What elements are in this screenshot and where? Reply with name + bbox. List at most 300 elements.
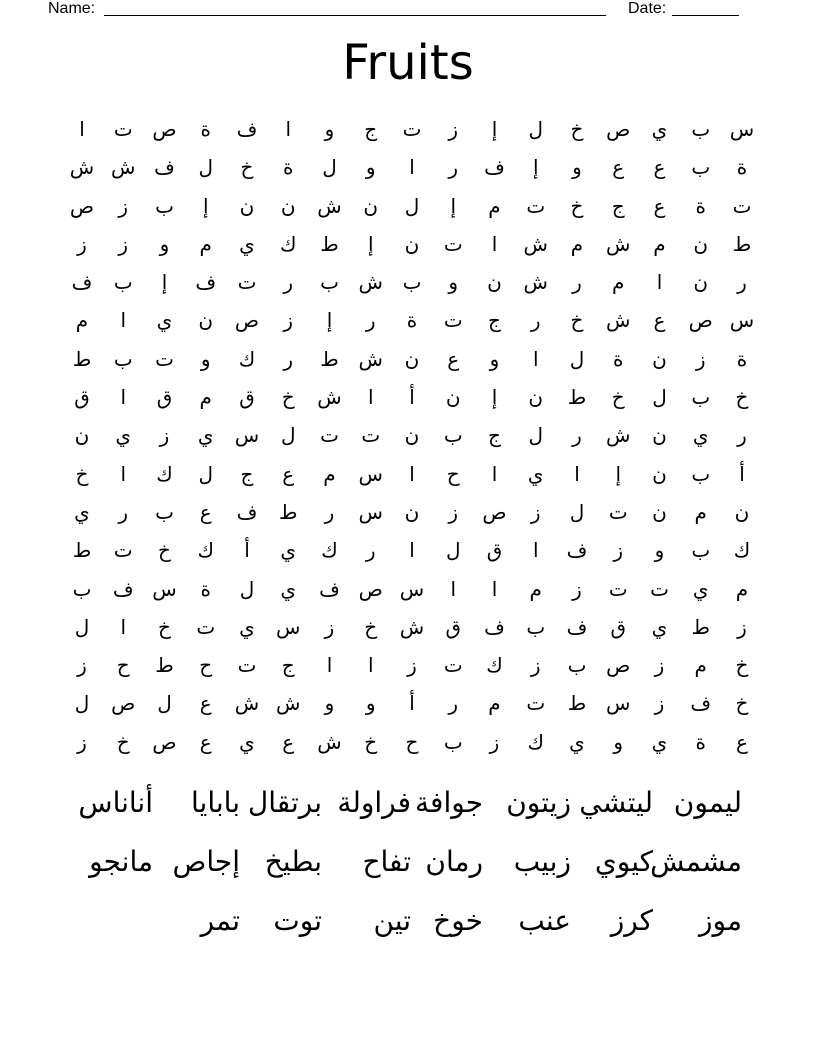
grid-row <box>77 646 749 684</box>
grid-letter: ص <box>234 308 260 333</box>
grid-letter: خ <box>570 308 584 333</box>
word-item: بابايا <box>191 786 240 819</box>
grid-letter: ز <box>695 346 706 371</box>
grid-letter: و <box>324 691 335 716</box>
grid-letter: أ <box>409 691 415 716</box>
grid-letter: ز <box>613 538 624 563</box>
grid-letter: ت <box>443 653 463 678</box>
page-title: Fruits <box>342 35 474 91</box>
grid-letter: ا <box>285 117 292 141</box>
grid-letter: ا <box>409 461 415 486</box>
grid-letter: ب <box>691 538 711 563</box>
grid-letter: س <box>234 423 260 448</box>
grid-letter: م <box>694 653 707 678</box>
grid-letter: خ <box>735 385 749 410</box>
grid-letter: ب <box>402 270 422 295</box>
grid-letter: م <box>488 193 501 218</box>
grid-letter: و <box>159 231 170 256</box>
grid-letter: إ <box>202 193 209 218</box>
grid-letter: ز <box>572 576 582 601</box>
grid-letter: م <box>570 231 584 256</box>
grid-letter: خ <box>281 385 295 410</box>
grid-letter: ش <box>399 614 425 639</box>
grid-letter: ت <box>237 653 257 678</box>
grid-letter: ع <box>612 155 625 180</box>
grid-letter: ر <box>448 155 459 180</box>
grid-letter: ز <box>407 653 417 678</box>
grid-letter: و <box>324 117 335 141</box>
grid-letter: ع <box>282 461 295 486</box>
grid-letter: ش <box>358 270 383 295</box>
grid-letter: م <box>612 270 625 295</box>
grid-row <box>74 608 747 646</box>
grid-letter: ر <box>283 270 294 295</box>
grid-letter: ا <box>656 270 663 295</box>
grid-letter: ط <box>567 385 587 410</box>
grid-letter: ص <box>482 499 507 524</box>
grid-row <box>72 531 751 569</box>
grid-letter: ت <box>732 193 752 218</box>
grid-letter: ف <box>566 614 588 639</box>
grid-letter: ب <box>443 729 463 754</box>
grid-letter: ا <box>120 461 127 486</box>
grid-letter: ة <box>406 308 418 333</box>
grid-letter: ل <box>569 346 585 371</box>
grid-letter: ل <box>652 385 667 410</box>
grid-letter: ش <box>111 155 136 180</box>
grid-letter: ف <box>484 155 505 180</box>
grid-letter: ة <box>695 193 706 218</box>
grid-letter: ة <box>283 155 294 180</box>
word-item: إجاص <box>172 845 240 878</box>
grid-letter: ن <box>487 270 502 295</box>
grid-letter: إ <box>326 308 333 333</box>
grid-letter: ب <box>526 614 546 639</box>
word-item: عنب <box>518 904 571 937</box>
grid-letter: ط <box>72 346 92 371</box>
word-item: ليمون <box>673 786 742 819</box>
grid-letter: ن <box>74 423 90 448</box>
grid-letter: ي <box>115 423 132 448</box>
grid-row <box>74 378 749 416</box>
grid-letter: ع <box>199 729 212 754</box>
grid-letter: ز <box>118 193 129 218</box>
grid-row <box>71 263 747 301</box>
grid-letter: ة <box>736 155 748 180</box>
name-label: Name: <box>48 0 96 17</box>
grid-letter: ي <box>239 729 255 754</box>
grid-row <box>77 225 752 263</box>
grid-letter: ن <box>693 270 709 295</box>
grid-letter: ش <box>606 231 631 256</box>
grid-letter: ش <box>317 729 342 754</box>
grid-letter: ع <box>653 155 666 180</box>
grid-letter: ش <box>606 308 631 333</box>
grid-letter: ح <box>199 653 213 678</box>
grid-letter: ت <box>320 423 339 448</box>
grid-letter: ق <box>239 385 255 410</box>
grid-letter: ا <box>367 385 374 410</box>
grid-letter: ا <box>532 346 539 371</box>
grid-letter: س <box>729 308 755 333</box>
grid-letter: ن <box>445 385 461 410</box>
grid-row <box>79 110 755 148</box>
grid-letter: ت <box>155 346 174 371</box>
word-item: توت <box>273 904 322 937</box>
grid-letter: ز <box>324 614 335 639</box>
grid-letter: ل <box>404 193 420 218</box>
grid-letter: م <box>653 231 666 256</box>
word-item: زيتون <box>506 786 571 819</box>
grid-letter: ف <box>236 117 258 141</box>
word-row <box>40 839 770 898</box>
grid-letter: ب <box>320 270 339 295</box>
grid-letter: ي <box>651 117 668 141</box>
grid-letter: ن <box>734 499 750 524</box>
grid-letter: ص <box>358 576 383 601</box>
grid-letter: س <box>276 614 301 639</box>
grid-letter: ش <box>317 385 342 410</box>
grid-row <box>75 301 755 339</box>
word-item: أناناس <box>78 786 153 819</box>
grid-letter: ع <box>653 308 666 333</box>
word-item: بطيخ <box>264 845 322 878</box>
grid-letter: ل <box>569 499 585 524</box>
word-item: كيوي <box>594 845 653 878</box>
grid-letter: ا <box>532 538 539 563</box>
grid-letter: ش <box>276 691 301 716</box>
grid-letter: ي <box>239 231 255 256</box>
grid-letter: و <box>200 346 211 371</box>
word-item: رمان <box>425 845 483 878</box>
grid-letter: ج <box>488 423 501 448</box>
grid-letter: ش <box>523 231 548 256</box>
grid-letter: ز <box>283 308 294 333</box>
name-field[interactable] <box>104 15 606 16</box>
word-item: تفاح <box>362 845 411 878</box>
grid-letter: ا <box>574 461 580 486</box>
grid-letter: ج <box>488 308 501 333</box>
grid-letter: خ <box>364 614 378 639</box>
grid-letter: خ <box>116 729 130 754</box>
grid-letter: ي <box>527 461 544 486</box>
grid-letter: ش <box>606 423 631 448</box>
grid-letter: ر <box>365 538 376 563</box>
word-item: خوخ <box>433 904 483 937</box>
grid-letter: ط <box>732 231 752 256</box>
grid-letter: ع <box>653 193 666 218</box>
grid-letter: ت <box>361 423 381 448</box>
grid-letter: و <box>572 155 582 180</box>
grid-letter: ح <box>116 653 130 678</box>
grid-letter: ل <box>445 538 461 563</box>
grid-letter: م <box>75 308 89 333</box>
grid-letter: ر <box>737 270 747 295</box>
grid-row <box>75 455 745 493</box>
grid-letter: ة <box>736 346 748 371</box>
word-item: مانجو <box>89 845 153 878</box>
grid-letter: ي <box>692 576 709 601</box>
grid-letter: ز <box>489 729 500 754</box>
grid-letter: ط <box>691 614 710 639</box>
grid-letter: ر <box>448 691 459 716</box>
grid-letter: ي <box>569 729 585 754</box>
grid-letter: و <box>489 346 500 371</box>
grid-letter: إ <box>532 155 539 180</box>
grid-letter: ا <box>450 576 457 601</box>
grid-letter: ا <box>491 231 498 256</box>
grid-letter: ع <box>282 729 295 754</box>
grid-letter: ز <box>77 729 87 754</box>
grid-letter: ت <box>113 538 133 563</box>
grid-letter: ت <box>650 576 669 601</box>
grid-letter: ط <box>155 653 174 678</box>
grid-letter: ك <box>197 538 214 563</box>
date-field[interactable] <box>672 15 739 16</box>
grid-letter: ل <box>198 155 214 180</box>
grid-row <box>74 684 749 722</box>
grid-letter: ص <box>111 691 136 716</box>
grid-letter: ل <box>74 614 90 639</box>
grid-letter: ن <box>404 231 420 256</box>
grid-letter: ت <box>526 691 546 716</box>
grid-letter: ج <box>240 461 254 486</box>
grid-letter: أ <box>739 461 745 486</box>
grid-letter: ر <box>530 308 541 333</box>
grid-letter: ا <box>326 653 333 678</box>
grid-letter: ا <box>409 538 415 563</box>
grid-letter: ي <box>280 576 297 601</box>
grid-letter: ت <box>196 614 216 639</box>
word-item: ليتشي <box>579 786 653 819</box>
grid-letter: م <box>735 576 749 601</box>
grid-letter: ح <box>446 461 460 486</box>
grid-letter: إ <box>161 270 168 295</box>
grid-letter: ت <box>608 576 628 601</box>
grid-letter: و <box>365 155 376 180</box>
grid-letter: م <box>323 461 336 486</box>
grid-letter: م <box>529 576 542 601</box>
grid-letter: ي <box>651 729 668 754</box>
grid-letter: ر <box>572 423 582 448</box>
grid-letter: س <box>358 499 383 524</box>
grid-row <box>72 570 749 608</box>
grid-letter: ك <box>733 538 751 563</box>
grid-letter: ش <box>69 155 95 180</box>
grid-letter: ف <box>236 499 258 524</box>
grid-letter: ب <box>443 423 463 448</box>
word-item: زبيب <box>513 845 571 878</box>
grid-letter: ا <box>120 385 127 410</box>
grid-letter: ا <box>79 117 85 141</box>
grid-letter: إ <box>450 193 457 218</box>
grid-letter: ن <box>198 308 214 333</box>
grid-letter: ن <box>404 499 420 524</box>
grid-letter: ع <box>736 729 748 754</box>
grid-letter: خ <box>570 117 584 141</box>
grid-letter: ا <box>491 576 498 601</box>
grid-letter: ا <box>120 614 127 639</box>
grid-letter: ي <box>74 499 90 524</box>
grid-letter: ل <box>528 423 544 448</box>
grid-letter: أ <box>409 385 415 410</box>
word-list <box>40 780 770 957</box>
grid-letter: ب <box>691 385 711 410</box>
grid-letter: ن <box>404 346 420 371</box>
grid-letter: ب <box>155 499 174 524</box>
grid-letter: ل <box>198 461 214 486</box>
grid-letter: خ <box>570 193 584 218</box>
grid-letter: ر <box>324 499 335 524</box>
grid-letter: ن <box>652 423 667 448</box>
grid-letter: ن <box>404 423 420 448</box>
word-row <box>40 898 770 957</box>
grid-letter: ب <box>691 117 711 141</box>
grid-letter: م <box>694 499 707 524</box>
grid-letter: ي <box>239 614 255 639</box>
grid-letter: ا <box>409 155 415 180</box>
grid-letter: ر <box>283 346 294 371</box>
grid-letter: ف <box>112 576 134 601</box>
grid-letter: خ <box>735 653 749 678</box>
grid-letter: ح <box>405 729 419 754</box>
grid-letter: ز <box>77 653 87 678</box>
grid-letter: ن <box>652 461 667 486</box>
grid-letter: ع <box>199 691 212 716</box>
grid-letter: ق <box>610 614 627 639</box>
grid-letter: إ <box>615 461 622 486</box>
grid-letter: و <box>365 691 376 716</box>
grid-letter: ت <box>608 499 628 524</box>
grid-letter: ب <box>113 346 133 371</box>
grid-letter: خ <box>735 691 749 716</box>
grid-letter: ك <box>486 653 503 678</box>
grid-letter: ز <box>737 614 747 639</box>
grid-letter: ة <box>200 117 211 141</box>
grid-letter: ز <box>118 231 129 256</box>
grid-letter: م <box>199 385 212 410</box>
grid-letter: خ <box>158 614 171 639</box>
grid-letter: ف <box>690 691 712 716</box>
grid-letter: خ <box>364 729 378 754</box>
grid-letter: ط <box>72 538 92 563</box>
grid-letter: ن <box>363 193 379 218</box>
grid-letter: ص <box>606 117 631 141</box>
grid-letter: ل <box>157 691 172 716</box>
grid-letter: ص <box>152 117 177 141</box>
grid-letter: ة <box>200 576 211 601</box>
date-label: Date: <box>628 0 667 17</box>
grid-letter: ا <box>491 461 498 486</box>
grid-row <box>69 148 748 186</box>
grid-letter: إ <box>491 117 498 141</box>
grid-letter: ن <box>652 499 667 524</box>
grid-letter: و <box>654 538 665 563</box>
grid-letter: ب <box>155 193 174 218</box>
grid-letter: ل <box>239 576 255 601</box>
grid-letter: إ <box>491 385 498 410</box>
grid-letter: ي <box>692 423 709 448</box>
grid-letter: ل <box>280 423 296 448</box>
grid-letter: س <box>606 691 631 716</box>
grid-letter: ت <box>402 117 422 141</box>
grid-letter: إ <box>367 231 374 256</box>
word-item: كرز <box>610 904 653 937</box>
grid-letter: س <box>152 576 177 601</box>
grid-letter: ن <box>693 231 709 256</box>
grid-letter: ز <box>530 653 541 678</box>
grid-letter: ل <box>322 155 337 180</box>
grid-letter: ز <box>654 691 665 716</box>
grid-letter: ز <box>159 423 170 448</box>
grid-letter: ز <box>530 499 541 524</box>
grid-row <box>77 723 748 761</box>
grid-letter: ك <box>238 346 256 371</box>
grid-letter: ف <box>154 155 175 180</box>
grid-letter: ز <box>654 653 665 678</box>
grid-letter: ج <box>611 193 625 218</box>
grid-letter: ت <box>237 270 257 295</box>
grid-letter: و <box>448 270 459 295</box>
word-item: مشمش <box>650 845 742 878</box>
grid-letter: ي <box>156 308 173 333</box>
grid-letter: ط <box>567 691 587 716</box>
grid-letter: س <box>729 117 755 141</box>
grid-letter: ق <box>74 385 90 410</box>
word-item: تين <box>373 904 411 937</box>
grid-letter: ش <box>317 193 342 218</box>
grid-letter: ت <box>443 231 463 256</box>
grid-letter: ز <box>448 499 459 524</box>
grid-letter: خ <box>611 385 625 410</box>
grid-letter: ر <box>572 270 582 295</box>
grid-letter: ع <box>447 346 460 371</box>
grid-letter: ا <box>120 308 127 333</box>
grid-letter: ت <box>443 308 463 333</box>
grid-letter: ص <box>606 653 631 678</box>
grid-letter: ش <box>234 691 260 716</box>
grid-letter: ق <box>156 385 173 410</box>
grid-letter: ي <box>280 538 297 563</box>
grid-letter: ر <box>737 423 747 448</box>
grid-letter: ل <box>74 691 90 716</box>
grid-letter: ف <box>71 270 93 295</box>
letter-grid <box>69 110 755 761</box>
grid-letter: ج <box>364 117 378 141</box>
grid-letter: ص <box>69 193 95 218</box>
grid-letter: م <box>199 231 212 256</box>
grid-letter: ك <box>156 461 173 486</box>
word-item: موز <box>699 904 742 937</box>
grid-letter: أ <box>244 538 250 563</box>
grid-letter: م <box>488 691 501 716</box>
grid-letter: ط <box>279 499 298 524</box>
grid-letter: خ <box>75 461 89 486</box>
grid-letter: ص <box>152 729 177 754</box>
grid-letter: ش <box>358 346 383 371</box>
grid-letter: ع <box>199 499 212 524</box>
grid-letter: ب <box>72 576 92 601</box>
grid-letter: ف <box>484 614 505 639</box>
grid-letter: ف <box>195 270 217 295</box>
grid-letter: ف <box>319 576 340 601</box>
grid-row <box>72 340 748 378</box>
grid-letter: ص <box>688 308 713 333</box>
grid-letter: س <box>399 576 425 601</box>
grid-letter: ر <box>118 499 129 524</box>
grid-letter: خ <box>158 538 171 563</box>
grid-letter: ك <box>527 729 544 754</box>
